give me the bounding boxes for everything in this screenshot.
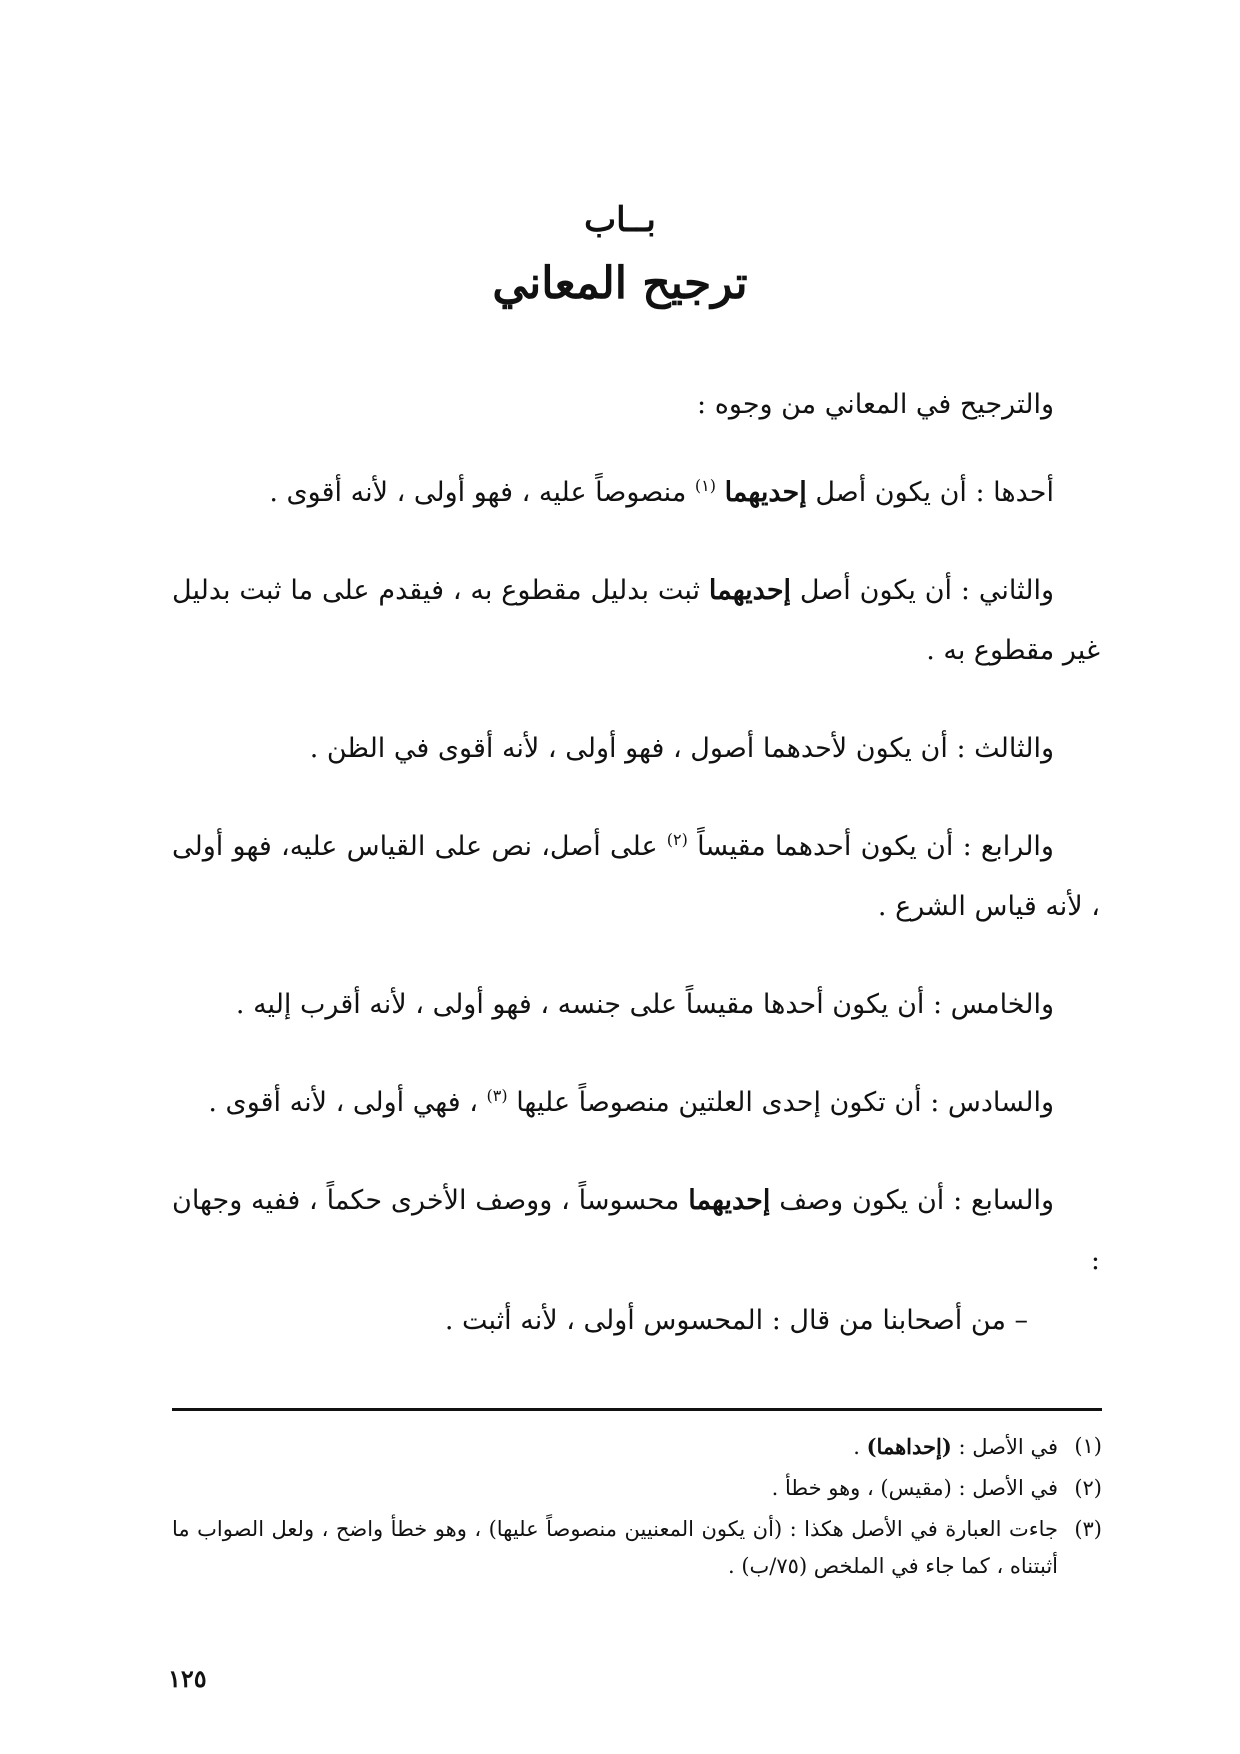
paragraph-third-reason: والثالث : أن يكون لأحدهما أصول ، فهو أولى ، لأنه أقوى في الظن . [309, 733, 1054, 764]
chapter-title: ترجيح المعاني [492, 258, 748, 309]
paragraph-text: والسابع : أن يكون وصف [770, 1185, 1055, 1216]
paragraph-text: محسوساً ، ووصف الأخرى حكماً ، ففيه وجهان : [172, 1185, 1100, 1276]
footnote-divider [172, 1408, 1102, 1411]
emphasized-word: إحديهما [708, 575, 792, 606]
bullet-first-view: – من أصحابنا من قال : المحسوس أولى ، لأنه أثبت . [444, 1305, 1028, 1336]
paragraph-intro: والترجيح في المعاني من وجوه : [697, 389, 1054, 420]
paragraph-text: والرابع : أن يكون أحدهما مقيساً [697, 831, 1054, 862]
paragraph-text: منصوصاً عليه ، فهو أولى ، لأنه أقوى . [269, 477, 695, 508]
footnote-ref-2: (٢) [666, 830, 688, 849]
paragraph-sixth-reason [172, 1073, 1100, 1133]
footnote-text-part: . [853, 1435, 867, 1459]
paragraph-second-reason [172, 561, 1100, 681]
paragraph-text: على أصل، نص على القياس عليه، فهو أولى ، لأنه قياس الشرع . [172, 831, 1100, 922]
footnote-ref-1: (١) [694, 476, 716, 495]
footnote-3 [172, 1511, 1102, 1585]
chapter-label: بــاب [584, 200, 656, 240]
footnote-text: في الأصل : (مقيس) ، وهو خطأ . [771, 1476, 1058, 1500]
footnote-number: (١) [1074, 1434, 1102, 1458]
footnote-2 [172, 1470, 1102, 1507]
footnote-number: (٣) [1074, 1517, 1102, 1541]
paragraph-text: والسادس : أن تكون إحدى العلتين منصوصاً عليها [516, 1087, 1054, 1118]
footnotes [172, 1428, 1102, 1585]
footnote-ref-3: (٣) [486, 1086, 508, 1105]
paragraph-text: ثبت بدليل مقطوع به ، فيقدم على ما ثبت بدليل غير مقطوع به . [172, 575, 1100, 666]
footnote-number: (٢) [1074, 1476, 1102, 1500]
footnote-text: جاءت العبارة في الأصل هكذا : (أن يكون المعنيين منصوصاً عليها) ، وهو خطأ واضح ، ولعل الصواب ما أثبتناه ، كما جاء في الملخص (٧٥/ب) . [172, 1517, 1058, 1578]
paragraph-text: والثاني : أن يكون أصل [791, 575, 1054, 606]
paragraph-text: أحدها : أن يكون أصل [806, 477, 1054, 508]
footnote-1 [172, 1428, 1102, 1466]
paragraph-seventh-reason [172, 1171, 1100, 1291]
footnote-text [172, 1428, 1058, 1466]
footnote-text-part: في الأصل : [951, 1435, 1058, 1459]
page-number: ١٢٥ [168, 1664, 207, 1693]
main-text [172, 375, 1100, 1351]
emphasized-word: (إحداهما) [866, 1434, 952, 1459]
emphasized-word: إحديهما [688, 1185, 771, 1216]
emphasized-word: إحديهما [724, 477, 807, 508]
paragraph-first-reason [172, 463, 1100, 523]
paragraph-fifth-reason: والخامس : أن يكون أحدها مقيساً على جنسه ، فهو أولى ، لأنه أقرب إليه . [235, 989, 1054, 1020]
paragraph-text: ، فهي أولى ، لأنه أقوى . [208, 1087, 487, 1118]
paragraph-fourth-reason [172, 817, 1100, 937]
